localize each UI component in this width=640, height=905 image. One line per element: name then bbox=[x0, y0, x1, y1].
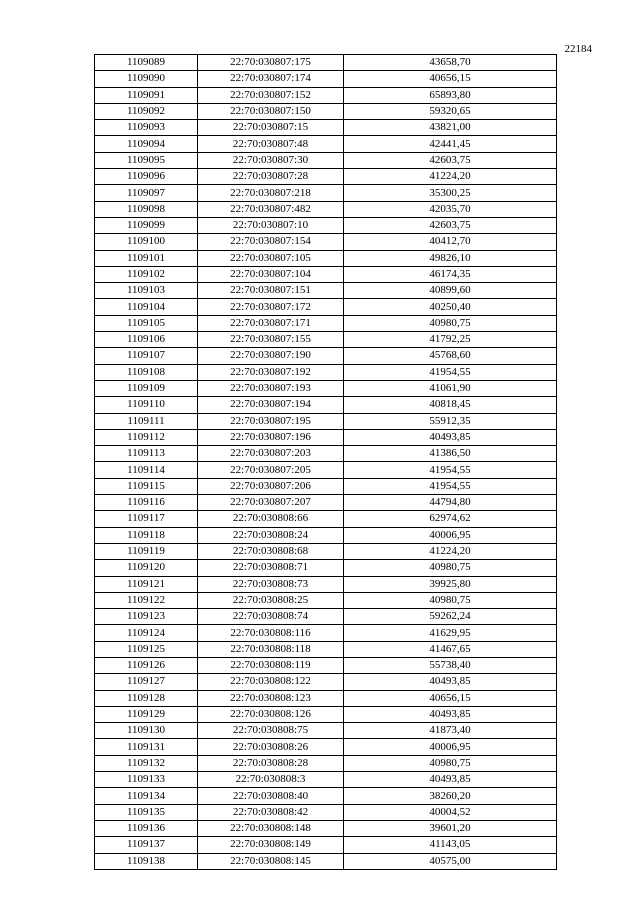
value-cell: 59262,24 bbox=[344, 609, 557, 625]
table-row bbox=[95, 397, 557, 413]
cadastral-number-cell: 22:70:030808:66 bbox=[198, 511, 344, 527]
table-row bbox=[95, 690, 557, 706]
value-cell: 43658,70 bbox=[344, 55, 557, 71]
table-row bbox=[95, 772, 557, 788]
cadastral-number-cell: 22:70:030808:73 bbox=[198, 576, 344, 592]
table-row bbox=[95, 429, 557, 445]
value-cell: 41629,95 bbox=[344, 625, 557, 641]
table-row bbox=[95, 71, 557, 87]
cadastral-number-cell: 22:70:030807:196 bbox=[198, 429, 344, 445]
record-number-cell: 1109089 bbox=[95, 55, 198, 71]
cadastral-number-cell: 22:70:030807:194 bbox=[198, 397, 344, 413]
record-number-cell: 1109129 bbox=[95, 706, 198, 722]
value-cell: 40656,15 bbox=[344, 690, 557, 706]
record-number-cell: 1109127 bbox=[95, 674, 198, 690]
table-row bbox=[95, 348, 557, 364]
cadastral-number-cell: 22:70:030808:148 bbox=[198, 820, 344, 836]
value-cell: 43821,00 bbox=[344, 120, 557, 136]
table-row bbox=[95, 413, 557, 429]
record-number-cell: 1109111 bbox=[95, 413, 198, 429]
record-number-cell: 1109113 bbox=[95, 446, 198, 462]
record-number-cell: 1109112 bbox=[95, 429, 198, 445]
record-number-cell: 1109116 bbox=[95, 495, 198, 511]
cadastral-number-cell: 22:70:030808:42 bbox=[198, 804, 344, 820]
value-cell: 39601,20 bbox=[344, 820, 557, 836]
value-cell: 42603,75 bbox=[344, 217, 557, 233]
cadastral-number-cell: 22:70:030808:116 bbox=[198, 625, 344, 641]
table-row bbox=[95, 299, 557, 315]
table-row bbox=[95, 804, 557, 820]
value-cell: 59320,65 bbox=[344, 103, 557, 119]
value-cell: 42441,45 bbox=[344, 136, 557, 152]
table-row bbox=[95, 283, 557, 299]
record-number-cell: 1109126 bbox=[95, 657, 198, 673]
record-number-cell: 1109094 bbox=[95, 136, 198, 152]
value-cell: 41954,55 bbox=[344, 462, 557, 478]
value-cell: 40980,75 bbox=[344, 755, 557, 771]
cadastral-number-cell: 22:70:030807:151 bbox=[198, 283, 344, 299]
value-cell: 41061,90 bbox=[344, 380, 557, 396]
cadastral-number-cell: 22:70:030808:119 bbox=[198, 657, 344, 673]
table-row bbox=[95, 592, 557, 608]
record-number-cell: 1109092 bbox=[95, 103, 198, 119]
cadastral-number-cell: 22:70:030807:190 bbox=[198, 348, 344, 364]
record-number-cell: 1109095 bbox=[95, 152, 198, 168]
cadastral-number-cell: 22:70:030807:174 bbox=[198, 71, 344, 87]
cadastral-number-cell: 22:70:030807:206 bbox=[198, 478, 344, 494]
table-row bbox=[95, 788, 557, 804]
table-row bbox=[95, 478, 557, 494]
table-row bbox=[95, 739, 557, 755]
table-row bbox=[95, 641, 557, 657]
cadastral-number-cell: 22:70:030808:28 bbox=[198, 755, 344, 771]
record-number-cell: 1109117 bbox=[95, 511, 198, 527]
value-cell: 40980,75 bbox=[344, 315, 557, 331]
table-row bbox=[95, 576, 557, 592]
cadastral-number-cell: 22:70:030808:25 bbox=[198, 592, 344, 608]
record-number-cell: 1109110 bbox=[95, 397, 198, 413]
cadastral-number-cell: 22:70:030808:26 bbox=[198, 739, 344, 755]
cadastral-number-cell: 22:70:030807:171 bbox=[198, 315, 344, 331]
record-number-cell: 1109107 bbox=[95, 348, 198, 364]
value-cell: 46174,35 bbox=[344, 266, 557, 282]
record-number-cell: 1109097 bbox=[95, 185, 198, 201]
value-cell: 55738,40 bbox=[344, 657, 557, 673]
value-cell: 40656,15 bbox=[344, 71, 557, 87]
cadastral-number-cell: 22:70:030807:172 bbox=[198, 299, 344, 315]
table-row bbox=[95, 55, 557, 71]
table-row bbox=[95, 674, 557, 690]
record-number-cell: 1109105 bbox=[95, 315, 198, 331]
table-row bbox=[95, 201, 557, 217]
table-row bbox=[95, 217, 557, 233]
record-number-cell: 1109103 bbox=[95, 283, 198, 299]
cadastral-number-cell: 22:70:030807:482 bbox=[198, 201, 344, 217]
cadastral-number-cell: 22:70:030807:15 bbox=[198, 120, 344, 136]
record-number-cell: 1109138 bbox=[95, 853, 198, 869]
table-row bbox=[95, 527, 557, 543]
table-row bbox=[95, 266, 557, 282]
cadastral-number-cell: 22:70:030807:28 bbox=[198, 169, 344, 185]
cadastral-number-cell: 22:70:030808:145 bbox=[198, 853, 344, 869]
value-cell: 55912,35 bbox=[344, 413, 557, 429]
cadastral-number-cell: 22:70:030807:10 bbox=[198, 217, 344, 233]
cadastral-number-cell: 22:70:030808:118 bbox=[198, 641, 344, 657]
table-body bbox=[95, 55, 557, 870]
value-cell: 42603,75 bbox=[344, 152, 557, 168]
cadastral-number-cell: 22:70:030807:207 bbox=[198, 495, 344, 511]
record-number-cell: 1109098 bbox=[95, 201, 198, 217]
value-cell: 38260,20 bbox=[344, 788, 557, 804]
value-cell: 41224,20 bbox=[344, 169, 557, 185]
cadastral-number-cell: 22:70:030807:193 bbox=[198, 380, 344, 396]
table-row bbox=[95, 332, 557, 348]
value-cell: 40980,75 bbox=[344, 592, 557, 608]
cadastral-number-cell: 22:70:030808:126 bbox=[198, 706, 344, 722]
value-cell: 40818,45 bbox=[344, 397, 557, 413]
value-cell: 41792,25 bbox=[344, 332, 557, 348]
table-row bbox=[95, 103, 557, 119]
record-number-cell: 1109108 bbox=[95, 364, 198, 380]
table-row bbox=[95, 495, 557, 511]
data-table-container bbox=[94, 54, 556, 870]
value-cell: 40493,85 bbox=[344, 706, 557, 722]
table-row bbox=[95, 364, 557, 380]
value-cell: 40493,85 bbox=[344, 429, 557, 445]
record-number-cell: 1109131 bbox=[95, 739, 198, 755]
table-row bbox=[95, 169, 557, 185]
record-number-cell: 1109115 bbox=[95, 478, 198, 494]
value-cell: 40006,95 bbox=[344, 527, 557, 543]
cadastral-number-cell: 22:70:030808:24 bbox=[198, 527, 344, 543]
table-row bbox=[95, 511, 557, 527]
value-cell: 49826,10 bbox=[344, 250, 557, 266]
record-number-cell: 1109106 bbox=[95, 332, 198, 348]
record-number-cell: 1109109 bbox=[95, 380, 198, 396]
record-number-cell: 1109093 bbox=[95, 120, 198, 136]
table-row bbox=[95, 837, 557, 853]
value-cell: 41873,40 bbox=[344, 723, 557, 739]
cadastral-number-cell: 22:70:030808:40 bbox=[198, 788, 344, 804]
cadastral-number-cell: 22:70:030807:154 bbox=[198, 234, 344, 250]
value-cell: 42035,70 bbox=[344, 201, 557, 217]
record-number-cell: 1109096 bbox=[95, 169, 198, 185]
value-cell: 40575,00 bbox=[344, 853, 557, 869]
record-number-cell: 1109121 bbox=[95, 576, 198, 592]
record-number-cell: 1109120 bbox=[95, 560, 198, 576]
table-row bbox=[95, 234, 557, 250]
record-number-cell: 1109118 bbox=[95, 527, 198, 543]
value-cell: 44794,80 bbox=[344, 495, 557, 511]
cadastral-number-cell: 22:70:030807:218 bbox=[198, 185, 344, 201]
record-number-cell: 1109125 bbox=[95, 641, 198, 657]
table-row bbox=[95, 755, 557, 771]
data-table bbox=[94, 54, 557, 870]
value-cell: 41143,05 bbox=[344, 837, 557, 853]
table-row bbox=[95, 315, 557, 331]
page-number: 22184 bbox=[564, 43, 592, 55]
cadastral-number-cell: 22:70:030807:105 bbox=[198, 250, 344, 266]
record-number-cell: 1109122 bbox=[95, 592, 198, 608]
record-number-cell: 1109133 bbox=[95, 772, 198, 788]
table-row bbox=[95, 185, 557, 201]
record-number-cell: 1109135 bbox=[95, 804, 198, 820]
value-cell: 62974,62 bbox=[344, 511, 557, 527]
record-number-cell: 1109100 bbox=[95, 234, 198, 250]
table-row bbox=[95, 609, 557, 625]
record-number-cell: 1109119 bbox=[95, 543, 198, 559]
record-number-cell: 1109130 bbox=[95, 723, 198, 739]
value-cell: 40412,70 bbox=[344, 234, 557, 250]
cadastral-number-cell: 22:70:030807:175 bbox=[198, 55, 344, 71]
cadastral-number-cell: 22:70:030808:3 bbox=[198, 772, 344, 788]
value-cell: 40980,75 bbox=[344, 560, 557, 576]
record-number-cell: 1109102 bbox=[95, 266, 198, 282]
record-number-cell: 1109090 bbox=[95, 71, 198, 87]
table-row bbox=[95, 250, 557, 266]
value-cell: 35300,25 bbox=[344, 185, 557, 201]
cadastral-number-cell: 22:70:030807:152 bbox=[198, 87, 344, 103]
table-row bbox=[95, 543, 557, 559]
table-row bbox=[95, 462, 557, 478]
cadastral-number-cell: 22:70:030808:122 bbox=[198, 674, 344, 690]
cadastral-number-cell: 22:70:030807:150 bbox=[198, 103, 344, 119]
record-number-cell: 1109137 bbox=[95, 837, 198, 853]
cadastral-number-cell: 22:70:030808:74 bbox=[198, 609, 344, 625]
value-cell: 40899,60 bbox=[344, 283, 557, 299]
record-number-cell: 1109104 bbox=[95, 299, 198, 315]
record-number-cell: 1109124 bbox=[95, 625, 198, 641]
cadastral-number-cell: 22:70:030808:149 bbox=[198, 837, 344, 853]
cadastral-number-cell: 22:70:030807:104 bbox=[198, 266, 344, 282]
table-row bbox=[95, 723, 557, 739]
table-row bbox=[95, 657, 557, 673]
value-cell: 41386,50 bbox=[344, 446, 557, 462]
value-cell: 40250,40 bbox=[344, 299, 557, 315]
cadastral-number-cell: 22:70:030807:195 bbox=[198, 413, 344, 429]
cadastral-number-cell: 22:70:030807:192 bbox=[198, 364, 344, 380]
table-row bbox=[95, 625, 557, 641]
cadastral-number-cell: 22:70:030808:68 bbox=[198, 543, 344, 559]
table-row bbox=[95, 87, 557, 103]
cadastral-number-cell: 22:70:030807:205 bbox=[198, 462, 344, 478]
table-row bbox=[95, 152, 557, 168]
value-cell: 41467,65 bbox=[344, 641, 557, 657]
value-cell: 40493,85 bbox=[344, 674, 557, 690]
cadastral-number-cell: 22:70:030807:48 bbox=[198, 136, 344, 152]
value-cell: 40006,95 bbox=[344, 739, 557, 755]
cadastral-number-cell: 22:70:030807:155 bbox=[198, 332, 344, 348]
cadastral-number-cell: 22:70:030808:71 bbox=[198, 560, 344, 576]
value-cell: 65893,80 bbox=[344, 87, 557, 103]
cadastral-number-cell: 22:70:030807:203 bbox=[198, 446, 344, 462]
record-number-cell: 1109114 bbox=[95, 462, 198, 478]
value-cell: 39925,80 bbox=[344, 576, 557, 592]
value-cell: 45768,60 bbox=[344, 348, 557, 364]
record-number-cell: 1109136 bbox=[95, 820, 198, 836]
record-number-cell: 1109101 bbox=[95, 250, 198, 266]
table-row bbox=[95, 853, 557, 869]
table-row bbox=[95, 120, 557, 136]
cadastral-number-cell: 22:70:030807:30 bbox=[198, 152, 344, 168]
cadastral-number-cell: 22:70:030808:75 bbox=[198, 723, 344, 739]
table-row bbox=[95, 820, 557, 836]
cadastral-number-cell: 22:70:030808:123 bbox=[198, 690, 344, 706]
table-row bbox=[95, 136, 557, 152]
record-number-cell: 1109091 bbox=[95, 87, 198, 103]
table-row bbox=[95, 560, 557, 576]
value-cell: 41954,55 bbox=[344, 364, 557, 380]
record-number-cell: 1109128 bbox=[95, 690, 198, 706]
record-number-cell: 1109123 bbox=[95, 609, 198, 625]
table-row bbox=[95, 446, 557, 462]
value-cell: 40004,52 bbox=[344, 804, 557, 820]
record-number-cell: 1109099 bbox=[95, 217, 198, 233]
table-row bbox=[95, 706, 557, 722]
record-number-cell: 1109134 bbox=[95, 788, 198, 804]
table-row bbox=[95, 380, 557, 396]
value-cell: 40493,85 bbox=[344, 772, 557, 788]
value-cell: 41224,20 bbox=[344, 543, 557, 559]
value-cell: 41954,55 bbox=[344, 478, 557, 494]
record-number-cell: 1109132 bbox=[95, 755, 198, 771]
